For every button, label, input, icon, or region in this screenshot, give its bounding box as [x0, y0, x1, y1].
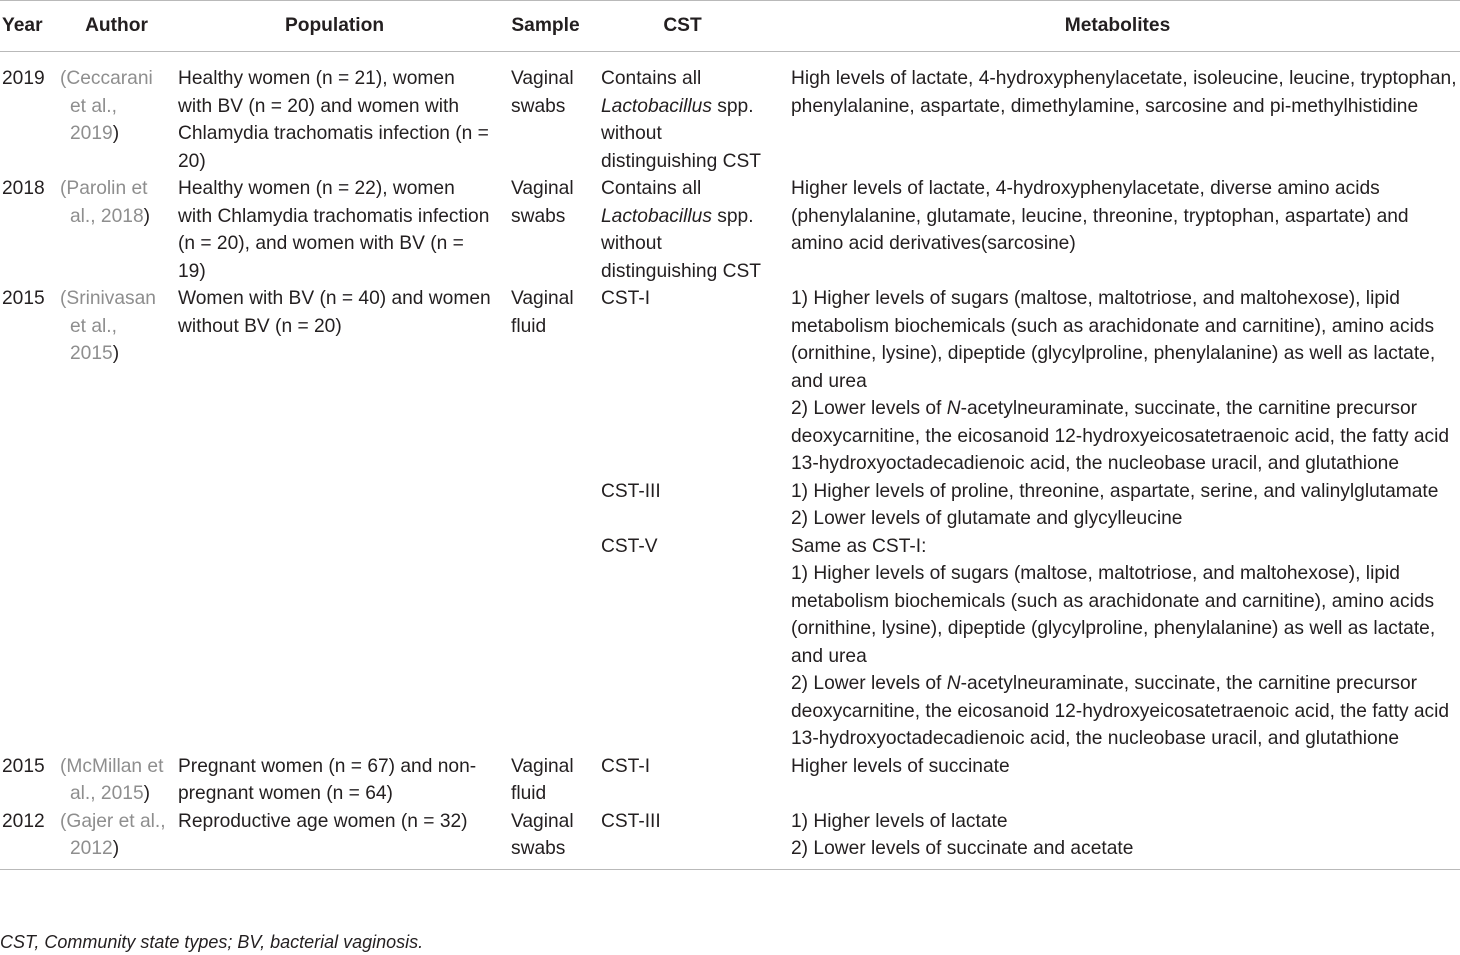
metabolite-line: 2) Lower levels of glutamate and glycylleucine: [791, 508, 1183, 529]
citation-link[interactable]: (McMillan et al., 2015): [60, 755, 164, 804]
cell-author: [60, 285, 168, 753]
cell-population: Pregnant women (n = 67) and non-pregnant women (n = 64): [178, 755, 477, 804]
table-footnote: CST, Community state types; BV, bacterial vaginosis.: [0, 932, 424, 952]
cell-cst: CST-III: [601, 480, 661, 502]
cell-metabolites: High levels of lactate, 4-hydroxyphenylacetate, isoleucine, leucine, tryptophan, phenylalanine, aspartate, dimethylamine, sarcosine and pi-methylhistidine: [791, 68, 1457, 117]
header-cst: CST: [590, 1, 775, 52]
table-row: [0, 285, 1460, 478]
table-row: [0, 753, 1460, 808]
cell-cst: CST-III: [590, 808, 775, 870]
citation-link[interactable]: (Gajer et al., 2012): [60, 810, 166, 859]
cell-year: 2015: [2, 755, 45, 777]
citation-link[interactable]: (Srinivasan et al., 2015): [60, 288, 156, 364]
table-header-row: [0, 1, 1460, 52]
header-metabolites: Metabolites: [775, 1, 1460, 52]
metabolite-line: 1) Higher levels of proline, threonine, aspartate, serine, and valinylglutamate: [791, 480, 1439, 502]
cell-cst: Contains all Lactobacillus spp. without distinguishing CST: [601, 68, 761, 172]
cell-year: 2019: [2, 68, 45, 89]
metabolite-line: 1) Higher levels of sugars (maltose, maltotriose, and maltohexose), lipid metabolism biochemicals (such as arachidonate and carnitine), amino acids (ornithine, lysine), dipeptide (glycylproline, phenylalanine) as well as lactate, and urea: [791, 288, 1436, 392]
cell-sample: Vaginal fluid: [511, 288, 574, 337]
cell-population: Healthy women (n = 21), women with BV (n = 20) and women with Chlamydia trachomatis infection (n = 20): [178, 68, 489, 172]
header-sample: Sample: [501, 1, 590, 52]
cell-metabolites: [775, 533, 1460, 753]
metabolite-line: Same as CST-I:: [791, 535, 927, 557]
metabolite-line: 2) Lower levels of succinate and acetate: [791, 838, 1134, 859]
metabolite-line: 2) Lower levels of N-acetylneuraminate, succinate, the carnitine precursor deoxycarnitine, the eicosanoid 12-hydroxyeicosatetraenoic acid, the fatty acid 13-hydroxyoctadecadienoic acid, the nucleobase uracil, and glutathione: [791, 398, 1450, 474]
header-population: Population: [168, 1, 501, 52]
cell-metabolites: Higher levels of succinate: [791, 755, 1010, 777]
table-row: [0, 52, 1460, 176]
citation-link[interactable]: (Ceccarani et al., 2019): [60, 68, 153, 144]
header-author: Author: [65, 1, 168, 52]
cell-metabolites: [775, 285, 1460, 478]
cell-year: 2015: [2, 288, 45, 309]
metabolite-line: 2) Lower levels of N-acetylneuraminate, succinate, the carnitine precursor deoxycarnitine, the eicosanoid 12-hydroxyeicosatetraenoic acid, the fatty acid 13-hydroxyoctadecadienoic acid, the nucleobase uracil, and glutathione: [791, 673, 1450, 749]
cell-year: 2018: [2, 178, 45, 199]
cell-population: Women with BV (n = 40) and women without BV (n = 20): [178, 288, 491, 337]
cell-sample: Vaginal swabs: [501, 808, 590, 870]
cell-cst: CST-I: [601, 755, 651, 777]
cell-author: [60, 808, 168, 870]
cell-population: Reproductive age women (n = 32): [168, 808, 501, 870]
cell-sample: Vaginal swabs: [511, 68, 574, 117]
cell-author: [60, 52, 168, 176]
metabolite-line: 1) Higher levels of lactate: [791, 810, 1008, 832]
cell-sample: Vaginal fluid: [511, 755, 574, 804]
metabolite-line: 1) Higher levels of sugars (maltose, maltotriose, and maltohexose), lipid metabolism biochemicals (such as arachidonate and carnitine), amino acids (ornithine, lysine), dipeptide (glycylproline, phenylalanine) as well as lactate, and urea: [791, 563, 1436, 667]
cell-author: [60, 175, 168, 285]
cell-year: 2012: [0, 808, 65, 870]
cell-sample: Vaginal swabs: [511, 178, 574, 227]
cell-metabolites: [775, 478, 1460, 533]
table-row: [0, 808, 1460, 870]
cell-population: Healthy women (n = 22), women with Chlamydia trachomatis infection (n = 20), and women with BV (n = 19): [178, 178, 490, 282]
citation-link[interactable]: (Parolin et al., 2018): [60, 178, 151, 227]
cell-metabolites: [775, 808, 1460, 870]
cell-cst: Contains all Lactobacillus spp. without distinguishing CST: [601, 178, 761, 282]
cell-cst: CST-V: [601, 535, 658, 557]
header-year: Year: [0, 1, 65, 52]
table-row: [0, 175, 1460, 285]
cell-author: [60, 753, 168, 808]
cell-metabolites: Higher levels of lactate, 4-hydroxyphenylacetate, diverse amino acids (phenylalanine, glutamate, leucine, threonine, tryptophan, aspartate) and amino acid derivatives(sarcosine): [791, 178, 1409, 254]
cell-cst: CST-I: [601, 288, 651, 309]
